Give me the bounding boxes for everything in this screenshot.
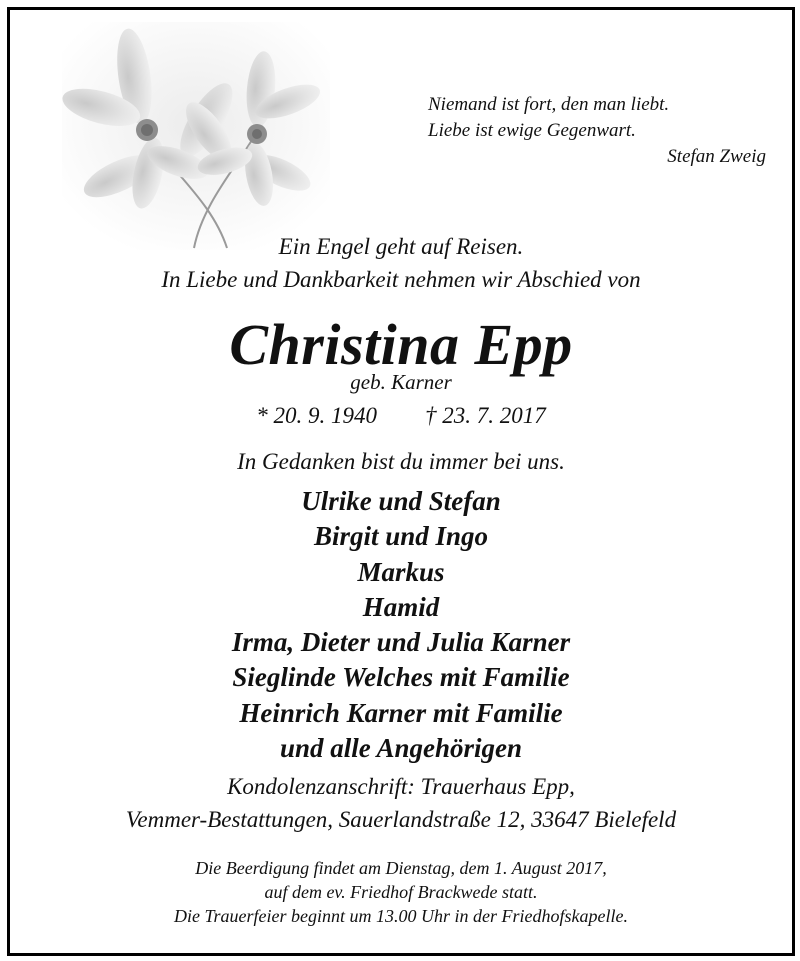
quote-line-1: Niemand ist fort, den man liebt.: [428, 94, 670, 115]
life-dates: [10, 400, 792, 432]
funeral-details: [10, 856, 792, 928]
cosmos-flowers-image: [62, 22, 330, 250]
mourner-line: Irma, Dieter und Julia Karner: [231, 627, 571, 658]
funeral-line-3: Die Trauerfeier beginnt um 13.00 Uhr in der Friedhofskapelle.: [174, 906, 628, 926]
intro-text: [10, 230, 792, 296]
intro-line-2: In Liebe und Dankbarkeit nehmen wir Abschied von: [161, 267, 641, 292]
mourner-line: Heinrich Karner mit Familie: [239, 697, 563, 728]
mourner-line: Hamid: [362, 591, 440, 622]
obituary-frame: [7, 7, 795, 956]
birth-date: * 20. 9. 1940: [256, 403, 377, 428]
funeral-line-2: auf dem ev. Friedhof Brackwede statt.: [264, 882, 538, 902]
contact-line-2: Vemmer-Bestattungen, Sauerlandstraße 12, 33647 Bielefeld: [125, 807, 677, 832]
quote-author: Stefan Zweig: [667, 146, 766, 167]
epigraph-quote: [428, 92, 768, 170]
quote-line-2: Liebe ist ewige Gegenwart.: [428, 120, 636, 141]
remembrance-line: In Gedanken bist du immer bei uns.: [237, 449, 565, 474]
mourner-line: Birgit und Ingo: [313, 521, 489, 552]
funeral-line-1: Die Beerdigung findet am Dienstag, dem 1. August 2017,: [195, 858, 607, 878]
mourner-line: Ulrike und Stefan: [301, 486, 501, 516]
intro-line-1: Ein Engel geht auf Reisen.: [278, 234, 524, 259]
maiden-name: geb. Karner: [350, 370, 452, 394]
deceased-name: Christina Epp: [229, 312, 573, 377]
death-date: † 23. 7. 2017: [425, 403, 546, 428]
mourner-line: und alle Angehörigen: [279, 733, 523, 764]
mourners-list: [10, 484, 792, 766]
contact-line-1: Kondolenzanschrift: Trauerhaus Epp,: [227, 774, 575, 799]
mourner-line: Markus: [357, 556, 445, 587]
condolence-address: [10, 770, 792, 836]
mourner-line: Sieglinde Welches mit Familie: [232, 662, 570, 693]
